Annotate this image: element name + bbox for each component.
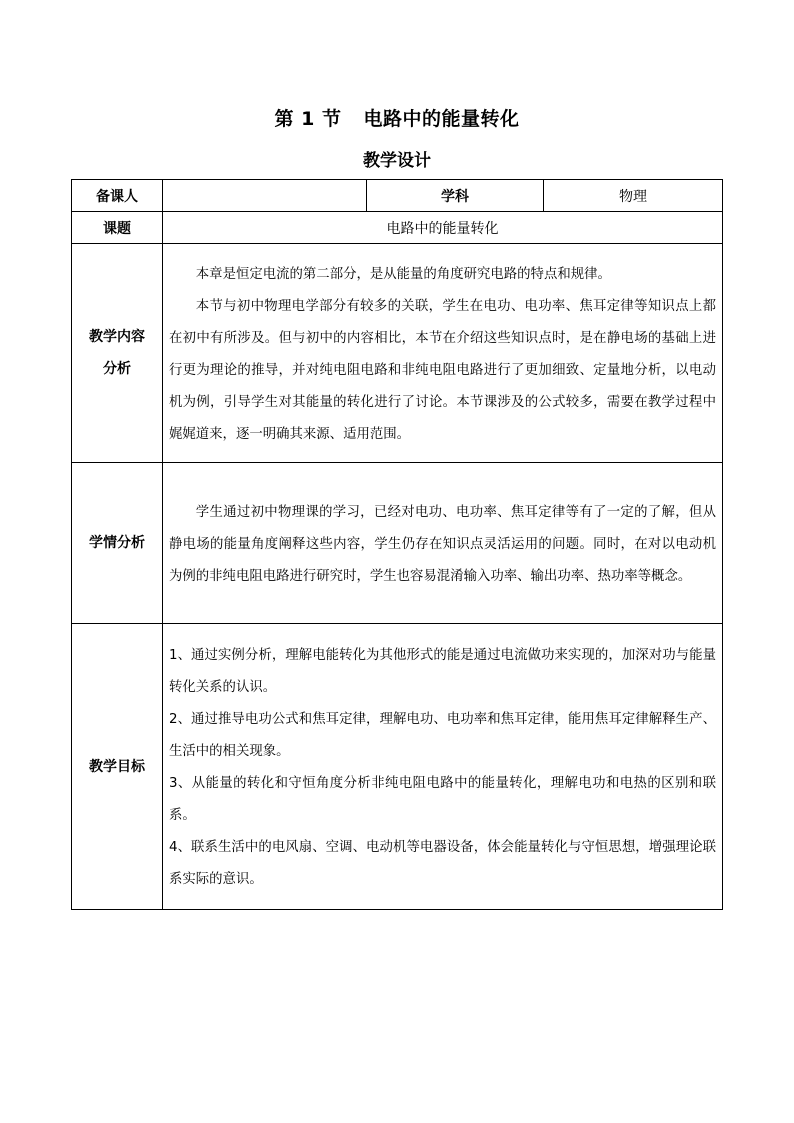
table-row bbox=[72, 180, 723, 212]
topic-value: 电路中的能量转化 bbox=[163, 212, 723, 244]
topic-label: 课题 bbox=[72, 212, 163, 244]
goal-item: 4、联系生活中的电风扇、空调、电动机等电器设备，体会能量转化与守恒思想，增强理论联系实际的意识。 bbox=[169, 840, 716, 887]
page-title bbox=[0, 104, 794, 131]
goal-item: 2、通过推导电功公式和焦耳定律，理解电功、电功率和焦耳定律，能用焦耳定律解释生产、生活中的相关现象。 bbox=[169, 712, 716, 759]
content-analysis-label bbox=[72, 244, 163, 463]
lesson-name: 电路中的能量转化 bbox=[363, 108, 520, 130]
preparer-value bbox=[163, 180, 367, 212]
content-label-line2: 分析 bbox=[103, 361, 131, 377]
teaching-goals-label: 教学目标 bbox=[72, 624, 163, 910]
content-analysis-cell bbox=[163, 244, 723, 463]
preparer-label: 备课人 bbox=[72, 180, 163, 212]
lesson-plan-table bbox=[71, 179, 723, 910]
goal-item: 1、通过实例分析，理解电能转化为其他形式的能是通过电流做功来实现的，加深对功与能量转化关系的认识。 bbox=[169, 648, 716, 695]
student-paragraph: 学生通过初中物理课的学习，已经对电功、电功率、焦耳定律等有了一定的了解，但从静电场的能量角度阐释这些内容，学生仍存在知识点灵活运用的问题。同时，在对以电动机为例的非纯电阻电路进行研究时，学生也容易混淆输入功率、输出功率、热功率等概念。 bbox=[169, 504, 716, 584]
subject-value: 物理 bbox=[544, 180, 723, 212]
table-row bbox=[72, 463, 723, 624]
content-label-line1: 教学内容 bbox=[89, 329, 145, 345]
table-row bbox=[72, 212, 723, 244]
subject-label: 学科 bbox=[367, 180, 544, 212]
page-subtitle: 教学设计 bbox=[363, 151, 431, 171]
student-analysis-label: 学情分析 bbox=[72, 463, 163, 624]
table-row bbox=[72, 624, 723, 910]
section-number: 第 1 节 bbox=[274, 108, 342, 130]
table-row bbox=[72, 244, 723, 463]
teaching-goals-cell bbox=[163, 624, 723, 910]
goal-item: 3、从能量的转化和守恒角度分析非纯电阻电路中的能量转化，理解电功和电热的区别和联系。 bbox=[169, 776, 716, 823]
content-paragraph: 本章是恒定电流的第二部分，是从能量的角度研究电路的特点和规律。 bbox=[195, 266, 611, 282]
content-paragraph: 本节与初中物理电学部分有较多的关联，学生在电功、电功率、焦耳定律等知识点上都在初中有所涉及。但与初中的内容相比，本节在介绍这些知识点时，是在静电场的基础上进行更为理论的推导，并对纯电阻电路和非纯电阻电路进行了更加细致、定量地分析，以电动机为例，引导学生对其能量的转化进行了讨论。本节课涉及的公式较多，需要在教学过程中娓娓道来，逐一明确其来源、适用范围。 bbox=[169, 298, 716, 442]
student-analysis-cell bbox=[163, 463, 723, 624]
